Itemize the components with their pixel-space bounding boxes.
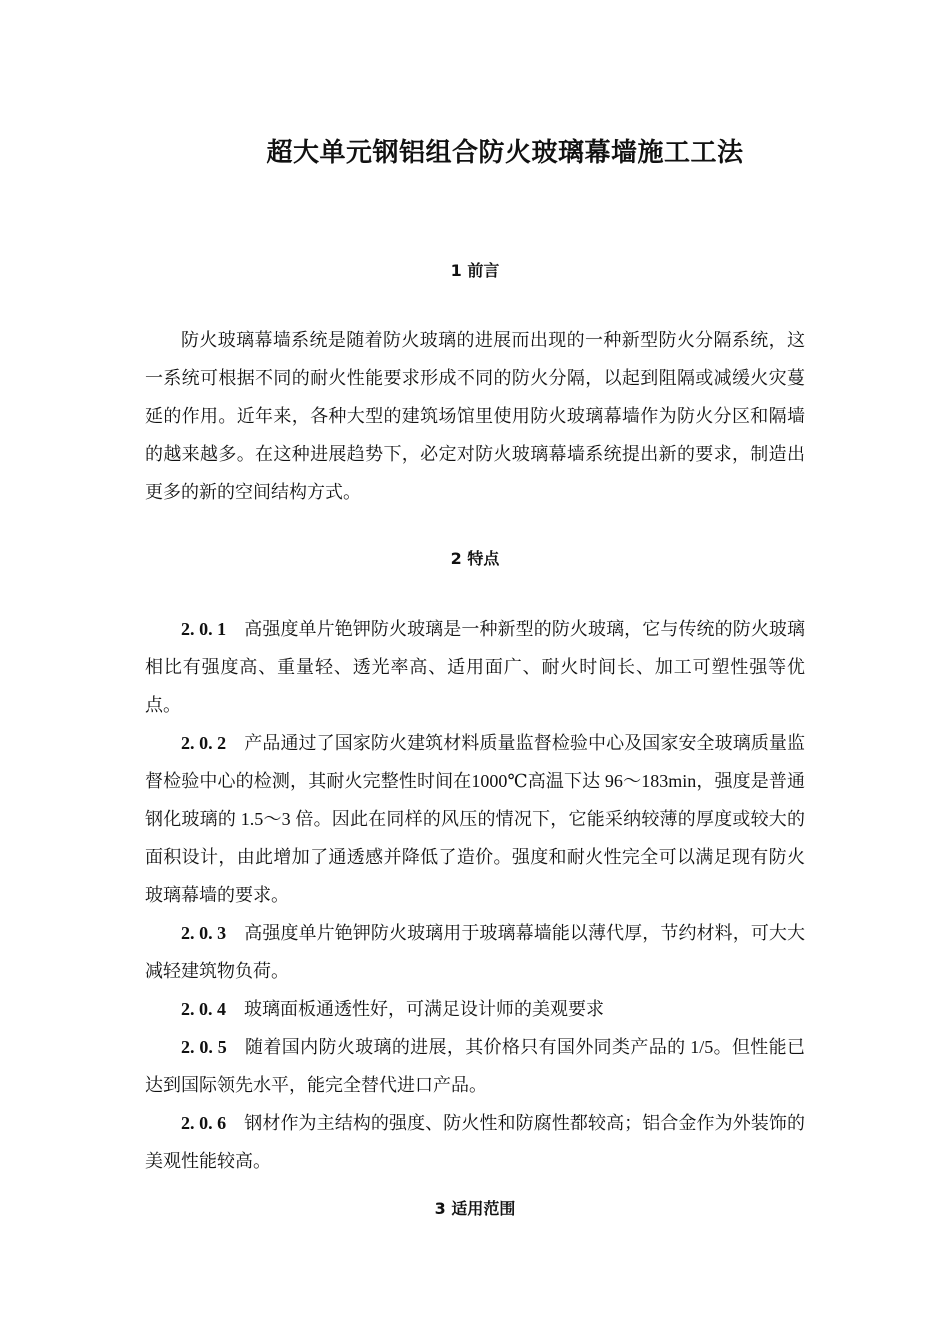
preface-paragraph: 防火玻璃幕墙系统是随着防火玻璃的进展而出现的一种新型防火分隔系统，这一系统可根据不同的耐火性能要求形成不同的防火分隔，以起到阻隔或减缓火灾蔓延的作用。近年来，各种大型的建筑场馆里使用防火玻璃幕墙作为防火分区和隔墙的越来越多。在这种进展趋势下，必定对防火玻璃幕墙系统提出新的要求，制造出更多的新的空间结构方式。 [145,330,805,502]
feature-item-number: 2. 0. 4 [181,999,226,1019]
section-preface-body [145,321,805,511]
feature-item [145,914,805,990]
feature-item-text: 高强度单片铯钾防火玻璃是一种新型的防火玻璃，它与传统的防火玻璃相比有强度高、重量轻、透光率高、适用面广、耐火时间长、加工可塑性强等优点。 [145,619,806,715]
feature-item-text: 高强度单片铯钾防火玻璃用于玻璃幕墙能以薄代厚，节约材料，可大大减轻建筑物负荷。 [145,923,806,981]
section-heading-preface: 1 前言 [450,261,500,280]
feature-item [145,724,805,914]
feature-item-text: 玻璃面板通透性好，可满足设计师的美观要求 [244,999,604,1019]
feature-item [145,610,805,724]
feature-item-text: 钢材作为主结构的强度、防火性和防腐性都较高；铝合金作为外装饰的美观性能较高。 [145,1113,806,1171]
feature-item-number: 2. 0. 1 [181,619,227,639]
document-title: 超大单元钢铝组合防火玻璃幕墙施工工法 [266,138,744,168]
section-heading-features: 2 特点 [450,549,500,568]
feature-item [145,1104,805,1180]
section-heading-scope: 3 适用范围 [434,1199,516,1218]
feature-item-number: 2. 0. 2 [181,733,227,753]
feature-item-text: 产品通过了国家防火建筑材料质量监督检验中心及国家安全玻璃质量监督检验中心的检测，其耐火完整性时间在1000℃高温下达 96～183min，强度是普通钢化玻璃的 1.5～3 倍。因此在同样的风压的情况下，它能采纳较薄的厚度或较大的面积设计，由此增加了通透感并降低了造价。强度和耐火性完全可以满足现有防火玻璃幕墙的要求。 [145,733,806,905]
feature-item-number: 2. 0. 6 [181,1113,227,1133]
feature-item-text: 随着国内防火玻璃的进展，其价格只有国外同类产品的 1/5。但性能已达到国际领先水平，能完全替代进口产品。 [145,1037,806,1095]
feature-item-number: 2. 0. 3 [181,923,227,943]
feature-item [145,990,805,1028]
section-features-body [145,610,805,1180]
feature-item [145,1028,805,1104]
feature-item-number: 2. 0. 5 [181,1037,227,1057]
